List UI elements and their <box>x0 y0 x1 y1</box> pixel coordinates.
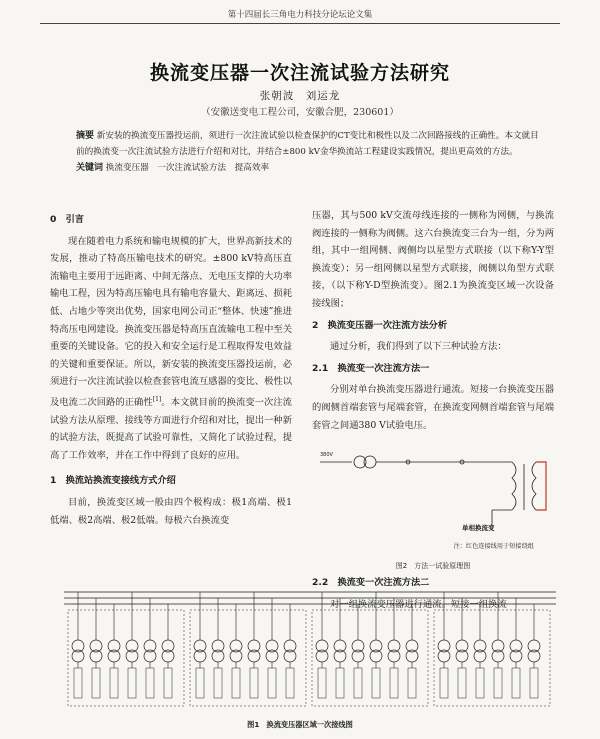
busbars <box>64 592 556 604</box>
supply-label: 380V <box>320 452 333 459</box>
authors: 张朝波 刘运龙 <box>259 90 341 102</box>
section-2-heading: 2 换流变压器一次注流方法分析 <box>312 319 448 331</box>
valve-block <box>318 668 326 698</box>
right-column <box>312 207 554 613</box>
paper-title: 换流变压器一次注流试验方法研究 <box>149 62 450 84</box>
abstract <box>76 128 546 160</box>
valve-block <box>354 668 362 698</box>
citation-1: [1] <box>152 395 162 403</box>
valve-block <box>372 668 380 698</box>
converter-area-diagram <box>60 582 560 712</box>
valve-block <box>512 668 520 698</box>
method-one-schematic <box>312 440 554 536</box>
valve-block <box>110 668 118 698</box>
figure-2-caption: 图2 方法一试验原理图 <box>395 561 471 570</box>
valve-block <box>146 668 154 698</box>
valve-block <box>164 668 172 698</box>
keywords-text: 换流变压器 一次注流试验方法 提高效率 <box>105 163 270 173</box>
valve-block <box>494 668 502 698</box>
valve-block <box>390 668 398 698</box>
valve-block <box>232 668 240 698</box>
valve-block <box>128 668 136 698</box>
continued-paragraph: 压器，其与500 kV交流母线连接的一侧称为网侧，与换流阀连接的一侧称为阀侧。这六台换流变三台为一组，分为两组，其中一组网侧、阀侧均以星型方式联接（以下称Y-Y型换流变）；另一组网侧以星型方式联接，阀侧以角型方式联接，（以下称Y-D型换流变）。图2.1为换流变区域一次设备接线图； <box>312 210 554 309</box>
intro-paragraph <box>50 233 292 465</box>
transformer-label: 单相换流变 <box>462 524 495 533</box>
section-2-paragraph: 通过分析，我们得到了以下三种试验方法： <box>330 341 507 353</box>
valve-block <box>250 668 258 698</box>
valve-block <box>458 668 466 698</box>
valve-block <box>92 668 100 698</box>
figure-2-note: 注：红色连接线用于短接绕组 <box>453 543 534 551</box>
intro-text-end: 。本文就目前的换流变一次注流试验方法从原理、接线等方面进行介绍和对比，提出一种新的试验方法，既提高了试验可靠性，又简化了试验过程，提高了工作效率，并在工作中得到了良好的应用。 <box>50 397 292 461</box>
left-column <box>50 207 292 529</box>
valve-block <box>74 668 82 698</box>
intro-text: 现在随着电力系统和输电规模的扩大，世界高新技术的发展，推动了特高压输电技术的研究。±800 kV特高压直流输电主要用于远距离、中间无落点、无电压支撑的大功率输电工程，因为特高压输电具有输电容量大、距离远、损耗低、占地少等突出优势，国家电网公司正“整体、快速”推进特高压电网建设。换流变压器是特高压直流输电工程中至关重要的关键设备。它的投入和安全运行是工程取得发电效益的关键和重要保证。所以，新安装的换流变压器投运前，必须进行一次注流试验以检查套管电流互感器的变比、极性以及电流二次回路的正确性 <box>50 235 292 409</box>
valve-block <box>408 668 416 698</box>
primary-winding-icon <box>512 462 516 510</box>
section-1-paragraph: 目前，换流变区域一般由四个极构成：极1高端、极1低端、极2高端、极2低端。每极六台换流变 <box>50 497 292 526</box>
abstract-text: 新安装的换流变压器投运前，须进行一次注流试验以检查保护的CT变比和极性以及二次回路接线的正确性。本文就目前的换流变一次注流试验方法进行介绍和对比，并结合±800 kV金华换流站工程建设实践情况，提出更高效的方法。 <box>76 131 539 157</box>
section-2-1-heading: 2.1 换流变一次注流方法一 <box>312 362 430 374</box>
secondary-winding-icon <box>532 462 536 510</box>
valve-block <box>268 668 276 698</box>
figure-2 <box>312 440 554 570</box>
section-2-2-heading: 2.2 换流变一次注流方法二 <box>312 577 430 589</box>
abstract-label: 摘要 <box>76 131 95 141</box>
keywords-label: 关键词 <box>76 163 104 173</box>
running-head: 第十四届长三角电力科技分论坛论文集 <box>227 10 373 20</box>
figure-1-caption: 图1 换流变压器区域一次接线图 <box>247 720 353 729</box>
affiliation: （安徽送变电工程公司，安徽合肥，230601） <box>201 107 399 118</box>
keywords <box>76 160 546 176</box>
section-2-2-paragraph: 对一组换流变压器进行通流。短接一组换流 <box>330 598 507 610</box>
valve-block <box>440 668 448 698</box>
section-2-1-paragraph: 分别对单台换流变压器进行通流。短接一台换流变压器的阀侧首端套管与尾端套管，在换流变网侧首端套管与尾端套管之间通380 V试验电压。 <box>312 384 554 431</box>
valve-block <box>476 668 484 698</box>
short-circuit-link <box>536 462 546 510</box>
section-1-heading: 1 换流站换流变接线方式介绍 <box>50 475 176 487</box>
section-0-heading: 0 引言 <box>50 214 84 225</box>
figure-1 <box>60 582 560 712</box>
abstract-block <box>76 128 546 176</box>
valve-block <box>336 668 344 698</box>
valve-block <box>196 668 204 698</box>
valve-block <box>530 668 538 698</box>
valve-block <box>286 668 294 698</box>
valve-block <box>214 668 222 698</box>
header-rule <box>40 23 560 24</box>
converter-bays <box>68 592 550 706</box>
